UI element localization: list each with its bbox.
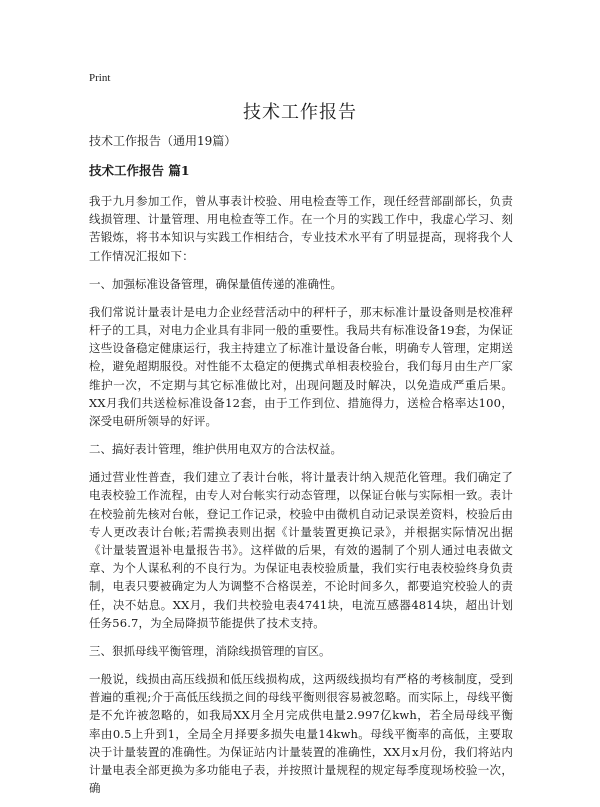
document-subtitle: 技术工作报告（通用19篇）	[89, 134, 237, 148]
point-1-paragraph: 我们常说计量表计是电力企业经营活动中的秤杆子，那末标准计量设备则是校准秤杆子的工具，对电力企业具有非同一般的重要性。我局共有标准设备19套，为保证这些设备稳定健康运行，我主持建立了标准计量设备台帐，明确专人管理，定期送检，避免超期服役。对性能不太稳定的便携式单相表校验台，我们每月由生产厂家维护一次，不定期与其它标准做比对，出现问题及时解决，以免造成严重后果。XX月我们共送检标准设备12套，由于工作到位、措施得力，送检合格率达100，深受电研所领导的好评。	[89, 304, 513, 429]
page-title: 技术工作报告	[243, 102, 357, 123]
point-3-paragraph: 一般说，线损由高压线损和低压线损构成，这两级线损均有严格的考核制度，受到普遍的重视;介于高低压线损之间的母线平衡则很容易被忽略。而实际上，母线平衡是不允许被忽略的，如我局XX月全月完成供电量2.997亿kwh，若全局母线平衡率由0.5上升到1，全局全月择要多损失电量14kwh。母线平衡率的高低，主要取决于计量装置的准确性。为保证站内计量装置的准确性，XX月x月份，我们将站内计量电表全部更换为多功能电子表，并按照计量规程的规定每季度现场校验一次，确	[89, 672, 513, 796]
point-heading-2: 二、搞好表计管理，维护供用电双方的合法权益。	[89, 442, 342, 457]
intro-paragraph: 我于九月参加工作，曾从事表计校验、用电检查等工作，现任经营部副部长，负责线损管理、计量管理、用电检查等工作。在一个月的实践工作中，我虚心学习、刻苦锻炼，将书本知识与实践工作相结合，专业技术水平有了明显提高，现将我个人工作情况汇报如下：	[89, 194, 513, 263]
section-heading: 技术工作报告 篇1	[89, 163, 190, 178]
point-2-paragraph: 通过营业性普查，我们建立了表计台帐，将计量表计纳入规范化管理。我们确定了电表校验工作流程，由专人对台帐实行动态管理，以保证台帐与实际相一致。表计在校验前先核对台帐，登记工作记录，校验中由微机自动记录误差资料，校验后由专人更改表计台帐;若需换表则出据《计量装置更换记录》，并根据实际情况出据《计量装置退补电量报告书》。这样做的后果，有效的遏制了个别人通过电表做文章、为个人谋私利的不良行为。为保证电表校验质量，我们实行电表校验终身负责制，电表只要被确定为人为调整不合格误差，不论时间多久，都要追究校验人的责任，决不姑息。XX月，我们共校验电表4741块，电流互感器4814块，超出计划任务56.7，为全局降损节能提供了技术支持。	[89, 470, 513, 630]
document-body	[89, 132, 513, 807]
point-heading-1: 一、加强标准设备管理，确保量值传递的准确性。	[89, 276, 342, 291]
point-heading-3: 三、狠抓母线平衡管理，消除线损管理的盲区。	[89, 644, 331, 659]
print-label[interactable]: Print	[89, 72, 111, 84]
